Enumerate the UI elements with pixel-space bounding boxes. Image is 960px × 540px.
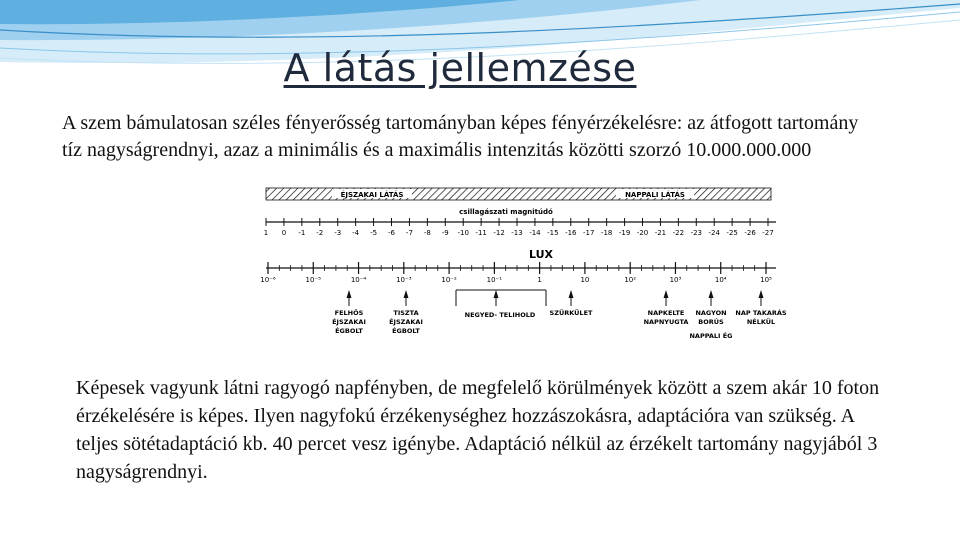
annotation-label: NAP TAKARÁS <box>735 309 787 317</box>
lux-tick-label: 10 <box>580 276 590 284</box>
magnitude-tick-label: -10 <box>457 229 469 237</box>
magnitude-tick-label: -1 <box>298 229 306 237</box>
magnitude-tick-label: -11 <box>475 229 487 237</box>
intro-paragraph: A szem bámulatosan széles fényerősség tartományban képes fényérzékelésre: az átfogott tartomány tíz nagyságrendnyi, azaz a minimális és a maximális intenzitás közötti szorzó 10.000.000.000 <box>62 112 859 161</box>
lux-tick-label: 10⁴ <box>714 276 727 284</box>
annotation-label: NÉLKÜL <box>746 318 776 326</box>
body-paragraph: Képesek vagyunk látni ragyogó napfényben, de megfelelő körülmények között a szem akár 10 foton érzékelésére is képes. Ilyen nagyfokú érzékenységhez hozzászokásra, adaptációra van szükség. A teljes sötétadaptáció kb. 40 percet vesz igénybe. Adaptáció nélkül az érzékelt tartomány nagyjából 3 nagyságrendnyi. <box>76 377 880 483</box>
night-vision-label: ÉJSZAKAI LÁTÁS <box>340 191 404 199</box>
magnitude-tick-label: -25 <box>726 229 738 237</box>
annotation-label: ÉGBOLT <box>335 327 363 335</box>
magnitude-tick-label: -23 <box>690 229 703 237</box>
magnitude-tick-label: -16 <box>565 229 577 237</box>
magnitude-tick-label: -7 <box>405 229 413 237</box>
magnitude-tick-label: -26 <box>744 229 756 237</box>
annotation-arrowhead <box>494 290 499 298</box>
lux-tick-label: 1 <box>537 276 542 284</box>
magnitude-tick-label: -27 <box>762 229 774 237</box>
annotation-label: NAPPALI ÉG <box>689 332 733 340</box>
lux-tick-label: 10³ <box>669 276 682 284</box>
annotation-arrowhead <box>709 290 714 298</box>
annotation-arrowhead <box>347 290 352 298</box>
magnitude-tick-label: -12 <box>493 229 505 237</box>
annotation-label: ÉJSZAKAI <box>332 318 366 326</box>
annotation-label: NAPKELTE <box>647 309 685 317</box>
lux-tick-label: 10⁻¹ <box>486 276 503 284</box>
magnitude-label: csillagászati magnitúdó <box>459 208 553 216</box>
annotation-label: SZÜRKÜLET <box>549 309 593 317</box>
magnitude-tick-label: 0 <box>281 229 287 237</box>
lux-label: LUX <box>528 248 554 261</box>
lux-tick-label: 10⁻² <box>441 276 457 284</box>
magnitude-tick-label: -14 <box>529 229 541 237</box>
magnitude-tick-label: -15 <box>547 229 559 237</box>
magnitude-tick-label: -8 <box>423 229 431 237</box>
day-vision-label: NAPPALI LÁTÁS <box>625 191 685 199</box>
magnitude-tick-label: -4 <box>352 229 360 237</box>
magnitude-tick-label: -3 <box>334 229 342 237</box>
magnitude-tick-label: -5 <box>370 229 378 237</box>
lux-tick-label: 10² <box>624 276 637 284</box>
annotation-label: TISZTA <box>393 309 419 317</box>
lux-ticks <box>260 262 772 284</box>
annotation-label: ÉGBOLT <box>392 327 420 335</box>
magnitude-ticks <box>264 218 774 237</box>
lux-tick-label: 10⁵ <box>760 276 772 284</box>
annotation-arrowhead <box>664 290 669 298</box>
magnitude-tick-label: -20 <box>636 229 649 237</box>
lux-tick-label: 10⁻⁴ <box>350 276 367 284</box>
slide-title: A látás jellemzése <box>283 46 637 90</box>
lux-tick-label: 10⁻⁶ <box>260 276 276 284</box>
lux-tick-label: 10⁻⁵ <box>305 276 321 284</box>
annotation-label: NAGYON <box>695 309 727 317</box>
magnitude-tick-label: -22 <box>672 229 685 237</box>
annotation-label: NEGYED- TELIHOLD <box>464 311 536 319</box>
magnitude-tick-label: -24 <box>708 229 720 237</box>
magnitude-tick-label: -6 <box>388 229 395 237</box>
magnitude-tick-label: -21 <box>654 229 667 237</box>
annotation-arrowhead <box>759 290 764 298</box>
magnitude-tick-label: -19 <box>618 229 631 237</box>
annotation-label: ÉJSZAKAI <box>389 318 423 326</box>
magnitude-tick-label: -9 <box>441 229 449 237</box>
annotation-label: FELHŐS <box>334 309 364 317</box>
illuminance-annotations <box>332 290 787 340</box>
annotation-label: NAPNYUGTA <box>643 318 689 326</box>
lux-tick-label: 10⁻³ <box>396 276 412 284</box>
annotation-arrowhead <box>404 290 409 298</box>
annotation-arrowhead <box>569 290 574 298</box>
light-intensity-scale-figure <box>256 180 794 345</box>
annotation-label: BORÚS <box>698 318 724 326</box>
magnitude-tick-label: 1 <box>263 229 269 237</box>
magnitude-tick-label: -17 <box>582 229 595 237</box>
magnitude-tick-label: -2 <box>316 229 324 237</box>
magnitude-tick-label: -13 <box>511 229 523 237</box>
magnitude-tick-label: -18 <box>600 229 613 237</box>
